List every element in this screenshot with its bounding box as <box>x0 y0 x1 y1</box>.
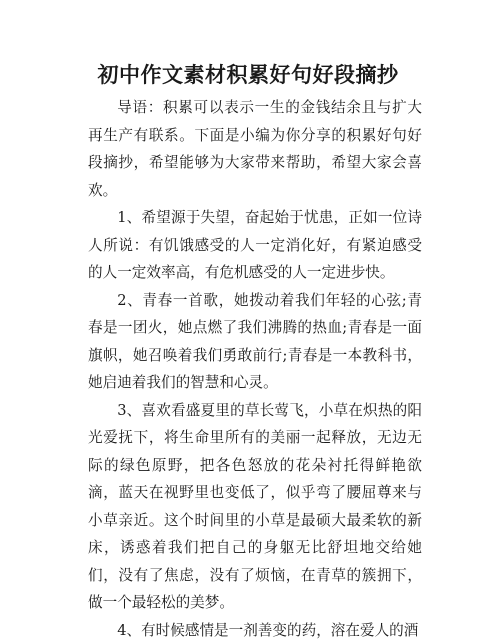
paragraph-1: 1、希望源于失望，奋起始于忧患，正如一位诗人所说：有饥饿感受的人一定消化好，有紧迫感受的人一定效率高，有危机感受的人一定进步快。 <box>88 204 422 287</box>
paragraph-intro: 导语：积累可以表示一生的金钱结余且与扩大再生产有联系。下面是小编为你分享的积累好句好段摘抄，希望能够为大家带来帮助，希望大家会喜欢。 <box>88 94 422 204</box>
paragraph-4: 4、有时候感情是一剂善变的药，溶在爱人的酒 <box>88 617 422 644</box>
paragraph-2: 2、青春一首歌，她拨动着我们年轻的心弦;青春是一团火，她点燃了我们沸腾的热血;青春是一面旗帜，她召唤着我们勇敢前行;青春是一本教科书，她启迪着我们的智慧和心灵。 <box>88 287 422 397</box>
document-title: 初中作文素材积累好句好段摘抄 <box>0 60 496 90</box>
document-body <box>88 94 422 644</box>
paragraph-3: 3、喜欢看盛夏里的草长莺飞，小草在炽热的阳光爱抚下，将生命里所有的美丽一起释放，无边无际的绿色原野，把各色怒放的花朵衬托得鲜艳欲滴，蓝天在视野里也变低了，似乎弯了腰屈尊来与小草亲近。这个时间里的小草是最硕大最柔软的新床，诱惑着我们把自己的身躯无比舒坦地交给她们，没有了焦虑，没有了烦恼，在青草的簇拥下，做一个最轻松的美梦。 <box>88 397 422 617</box>
